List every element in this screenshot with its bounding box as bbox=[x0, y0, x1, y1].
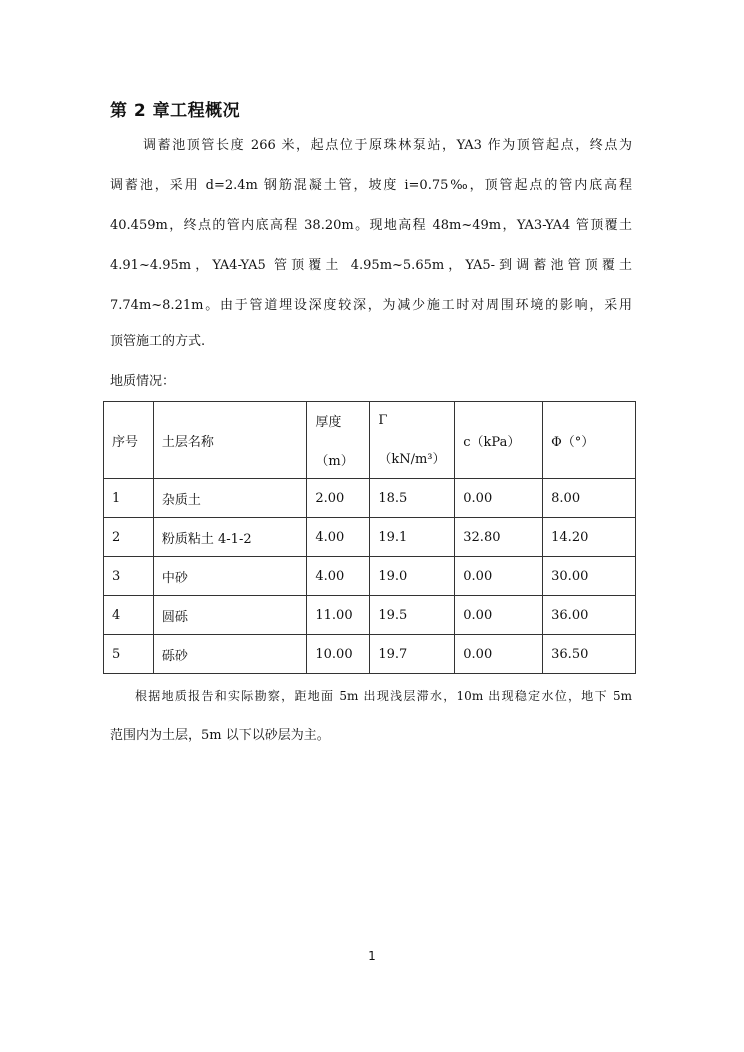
header-friction-angle: Φ（°） bbox=[543, 402, 636, 479]
cell-gamma: 19.5 bbox=[370, 596, 455, 635]
cell-soil-name: 中砂 bbox=[153, 557, 306, 596]
cell-cohesion: 0.00 bbox=[455, 635, 543, 674]
cell-gamma: 19.0 bbox=[370, 557, 455, 596]
page-number: 1 bbox=[368, 949, 376, 963]
header-thickness-label: 厚度 bbox=[315, 415, 342, 430]
cell-soil-name: 圆砾 bbox=[153, 596, 306, 635]
cell-seq: 3 bbox=[104, 557, 154, 596]
paragraph-line: 调蓄池，采用 d=2.4m 钢筋混凝土管，坡度 i=0.75‰，顶管起点的管内底高程 bbox=[110, 178, 632, 193]
table-row bbox=[104, 635, 636, 674]
cell-friction-angle: 14.20 bbox=[543, 518, 636, 557]
cell-gamma: 18.5 bbox=[370, 479, 455, 518]
header-thickness bbox=[307, 402, 370, 479]
cell-seq: 5 bbox=[104, 635, 154, 674]
table-row bbox=[104, 596, 636, 635]
cell-friction-angle: 36.00 bbox=[543, 596, 636, 635]
paragraph-line: 顶管施工的方式. bbox=[110, 334, 206, 349]
cell-friction-angle: 30.00 bbox=[543, 557, 636, 596]
cell-thickness: 4.00 bbox=[307, 557, 370, 596]
chapter-heading: 第 2 章工程概况 bbox=[110, 101, 241, 121]
cell-seq: 4 bbox=[104, 596, 154, 635]
soil-table bbox=[103, 401, 636, 674]
table-row bbox=[104, 479, 636, 518]
header-gamma-unit: （kN/m³） bbox=[378, 452, 446, 467]
cell-seq: 2 bbox=[104, 518, 154, 557]
table-row bbox=[104, 518, 636, 557]
paragraph-line: 根据地质报告和实际勘察，距地面 5m 出现浅层滞水，10m 出现稳定水位，地下 5m bbox=[135, 689, 632, 703]
cell-cohesion: 0.00 bbox=[455, 479, 543, 518]
cell-soil-name: 粉质粘土 4-1-2 bbox=[153, 518, 306, 557]
paragraph-line: 40.459m，终点的管内底高程 38.20m。现地高程 48m~49m，YA3-YA4 管顶覆土 bbox=[110, 218, 632, 233]
cell-gamma: 19.7 bbox=[370, 635, 455, 674]
cell-cohesion: 0.00 bbox=[455, 596, 543, 635]
cell-thickness: 2.00 bbox=[307, 479, 370, 518]
table-row bbox=[104, 557, 636, 596]
header-seq: 序号 bbox=[104, 402, 154, 479]
cell-gamma: 19.1 bbox=[370, 518, 455, 557]
cell-soil-name: 杂质土 bbox=[153, 479, 306, 518]
cell-thickness: 10.00 bbox=[307, 635, 370, 674]
cell-seq: 1 bbox=[104, 479, 154, 518]
cell-cohesion: 0.00 bbox=[455, 557, 543, 596]
header-thickness-unit: （m） bbox=[315, 454, 354, 469]
header-gamma-symbol: Γ bbox=[378, 413, 388, 428]
cell-thickness: 11.00 bbox=[307, 596, 370, 635]
cell-friction-angle: 8.00 bbox=[543, 479, 636, 518]
geology-label: 地质情况： bbox=[110, 374, 176, 389]
paragraph-line: 7.74m~8.21m。由于管道埋设深度较深，为减少施工时对周围环境的影响，采用 bbox=[110, 298, 632, 313]
header-cohesion: c（kPa） bbox=[455, 402, 543, 479]
cell-friction-angle: 36.50 bbox=[543, 635, 636, 674]
table-header-row bbox=[104, 402, 636, 479]
cell-soil-name: 砾砂 bbox=[153, 635, 306, 674]
paragraph-line: 4.91~4.95m，YA4-YA5 管顶覆土 4.95m~5.65m，YA5-到调蓄池管顶覆土 bbox=[110, 258, 632, 273]
header-soil-name: 土层名称 bbox=[153, 402, 306, 479]
cell-cohesion: 32.80 bbox=[455, 518, 543, 557]
paragraph-line: 范围内为土层，5m 以下以砂层为主。 bbox=[110, 728, 330, 743]
paragraph-line: 调蓄池顶管长度 266 米，起点位于原珠林泵站，YA3 作为顶管起点，终点为 bbox=[143, 138, 632, 153]
header-gamma bbox=[370, 402, 455, 479]
cell-thickness: 4.00 bbox=[307, 518, 370, 557]
